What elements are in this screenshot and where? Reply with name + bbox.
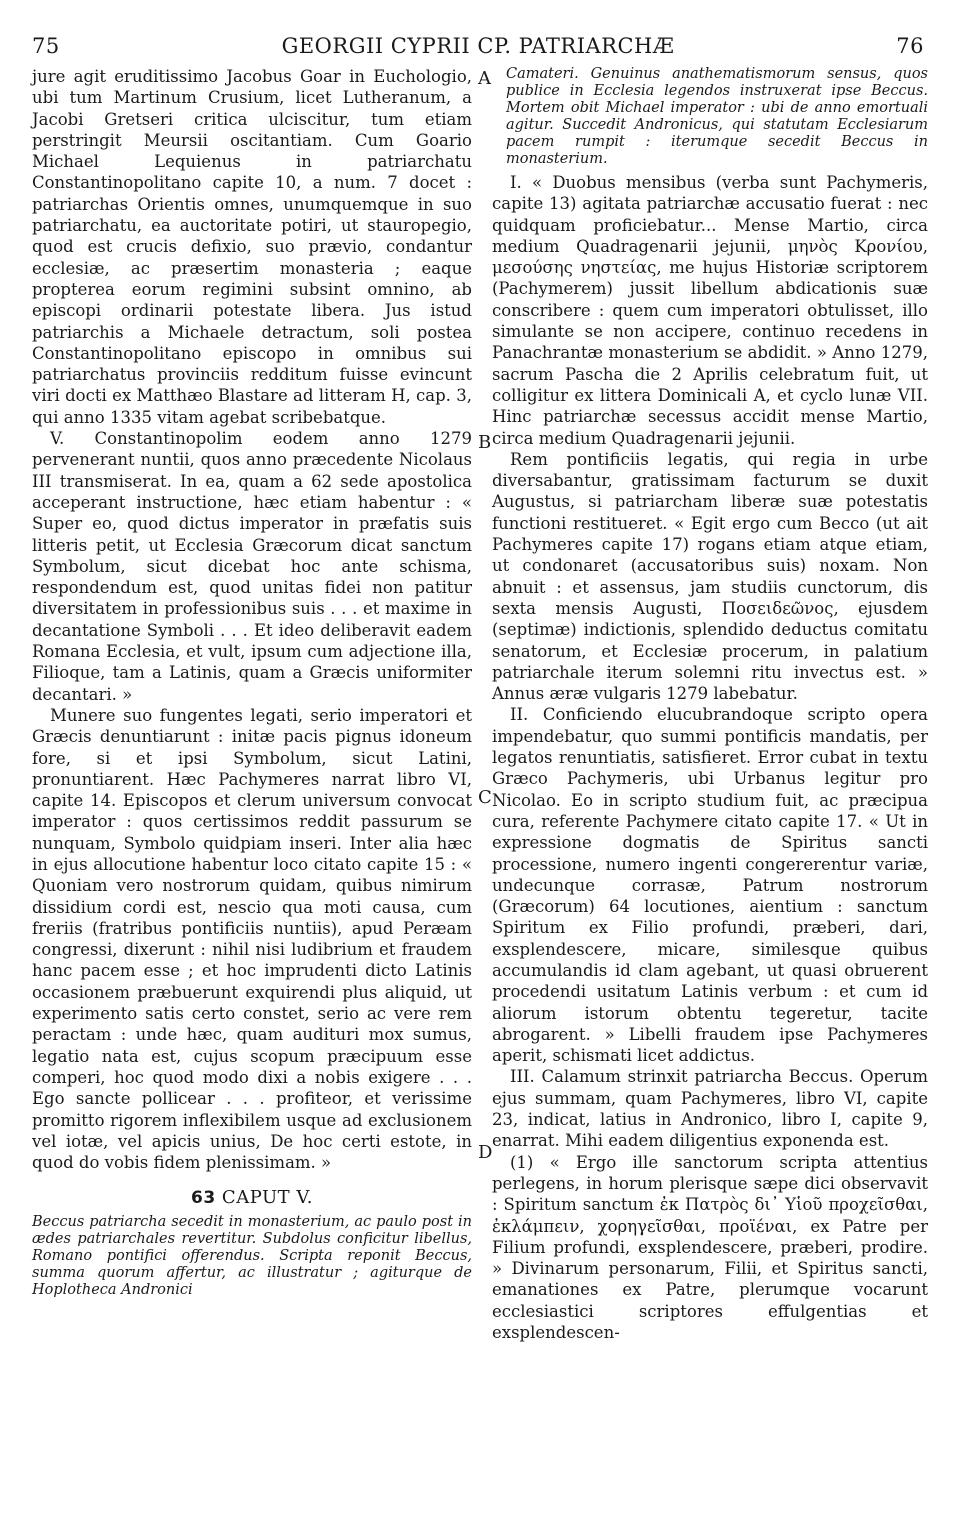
page-number-right: 76 — [896, 34, 924, 58]
page-number-left: 75 — [32, 34, 60, 58]
chapter-heading — [32, 1187, 472, 1209]
chapter-title: CAPUT V. — [221, 1187, 313, 1209]
footnote-paragraph: (1) « Ergo ille sanctorum scripta attentius perlegens, in horum plerisque sæpe dici observavit : Spiritum sanctum ἐκ Πατρὸς δι᾽ Υἱοῦ προχεῖσθαι, ἐκλάμπειν, χορηγεῖσθαι, προϊέναι, ex Patre per Filium profundi, exsplendescere, præberi, prodire. » Divinarum personarum, Filii, et Spiritus sancti, emanationes ex Patre, plerumque vocarunt ecclesiastici scriptores effulgentias et exsplendescen- — [492, 1152, 928, 1343]
paragraph: Rem pontificiis legatis, qui regia in urbe diversabantur, gratissimam facturum se duxit Augustus, si patriarcham liberæ suæ potestatis functioni restitueret. « Egit ergo cum Becco (ut ait Pachymeres capite 17) rogans etiam atque etiam, ut condonaret (accusatoribus suis) noxam. Non abnuit : et assensus, jam studiis cunctorum, dis sexta mensis Augusti, Ποσειδεῶνος, ejusdem (septimæ) indictionis, splendido deductus comitatu senatorum, et Ecclesiæ procerum, in palatium patriarchale iterum solemni ritu invectus est. » Annus æræ vulgaris 1279 labebatur. — [492, 449, 928, 704]
paragraph: V. Constantinopolim eodem anno 1279 pervenerant nuntii, quos anno præcedente Nicolaus III transmiserat. In ea, quam a 62 sede apostolica acceperant instructione, hæc etiam habentur : « Super eo, quod dictus imperator in præfatis suis litteris petit, ut Ecclesia Græcorum dicat sanctum Symbolum, sicut dicebat hoc ante schisma, respondendum est, quod unitas fidei non patitur diversitatem in professionibus suis . . . et maxime in decantatione Symboli . . . Et ideo deliberavit eadem Romana Ecclesia, et vult, ipsum cum adjectione illa, Filioque, tam a Latinis, quam a Græcis uniformiter decantari. » — [32, 429, 472, 704]
chapter-summary-continued: Camateri. Genuinus anathematismorum sensus, quos publice in Ecclesia legendos instruxerat ipse Beccus. Mortem obit Michael imperator : ubi de anno emortuali agitur. Succedit Andronicus, qui statutam Ecclesiarum pacem rumpit : iterumque secedit Beccus in monasterium. — [506, 66, 928, 167]
paragraph: I. « Duobus mensibus (verba sunt Pachymeris, capite 13) agitata patriarchæ accusatio fuerat : nec quidquam proficiebatur... Mense Martio, circa medium Quadragenarii jejunii, μηνὸς Κρονίου, μεσούσης νηστείας, me hujus Historiæ scriptorem (Pachymerem) jussit libellum abdicationis suæ conscribere : quem cum imperatori obtulisset, illo simulante se non accipere, continuo recedens in Panachrantæ monasterium se abdidit. » Anno 1279, sacrum Pascha die 2 Aprilis celebratum fuit, ut colligitur ex littera Dominicali A, et cyclo lunæ VII. Hinc patriarchæ secessus accidit mense Martio, circa medium Quadragenarii jejunii. — [492, 173, 928, 448]
left-column — [32, 66, 472, 1299]
margin-letter-b: B — [478, 432, 492, 453]
paragraph: II. Conficiendo elucubrandoque scripto opera impendebatur, quo summi pontificis mandatis, per legatos renuntiatis, satisfieret. Error cubat in textu Græco Pachymeris, ubi Urbanus legitur pro Nicolao. Eo in scripto studium fuit, ac præcipua cura, referente Pachymere citato capite 17. « Ut in expressione dogmatis de Spiritus sancti processione, numero ingenti congererentur variæ, undecunque corrasæ, Patrum nostrorum (Græcorum) 64 locutiones, aientium : sanctum Spiritum ex Filio profundi, præberi, dari, exsplendescere, micare, similesque quibus accumulandis id clam agebant, ut quasi obruerent procedendi usitatum Latinis verbum : et cum id aliorum istorum obtentu tegeretur, tacite abrogarent. » Libelli fraudem ipse Pachymeres aperit, schismati licet addictus. — [492, 705, 928, 1066]
paragraph: III. Calamum strinxit patriarcha Beccus. Operum ejus summam, quam Pachymeres, libro VI, capite 23, indicat, latius in Andronico, libro I, capite 9, enarrat. Mihi eadem diligentius exponenda est. — [492, 1067, 928, 1151]
chapter-marginal-number: 63 — [191, 1188, 216, 1209]
running-header — [32, 34, 924, 60]
paragraph: jure agit eruditissimo Jacobus Goar in Euchologio, ubi tum Martinum Crusium, licet Lutheranum, a Jacobi Gretseri critica ulciscitur, tum etiam perstringit Meursii oscitantiam. Cum Goario Michael Lequienus in patriarchatu Constantinopolitano capite 10, a num. 7 docet : patriarchas Orientis omnes, unumquemque in suo patriarchatu, ea auctoritate potiri, ut stauropegio, quod est crucis defixio, suo prævio, condantur ecclesiæ, ac præsertim monasteria ; eaque propterea eorum regimini subsint omnino, ab episcopi ordinarii potestate libera. Jus istud patriarchis a Michaele detractum, soli postea Constantinopolitano episcopo in omnibus sui patriarchatus provinciis redditum fuisse evincunt viri docti ex Matthæo Blastare ad litteram H, cap. 3, qui anno 1335 vitam agebat scribebatque. — [32, 67, 472, 427]
margin-letter-d: D — [478, 1142, 493, 1163]
chapter-summary: Beccus patriarcha secedit in monasterium, ac paulo post in ædes patriarchales revertitur. Subdolus conficitur libellus, Romano pontifici offerendus. Scripta reponit Beccus, summa quorum affertur, ac illustratur ; agiturque de Hoplotheca Andronici — [32, 1213, 472, 1298]
right-column — [492, 66, 928, 1343]
running-title: GEORGII CYPRII CP. PATRIARCHÆ — [281, 34, 675, 58]
margin-letter-c: C — [478, 787, 492, 808]
margin-letter-a: A — [478, 68, 491, 89]
paragraph: Munere suo fungentes legati, serio imperatori et Græcis denuntiarunt : initæ pacis pignus idoneum fore, si et ipsi Symbolum, sicut Latini, pronuntiarent. Hæc Pachymeres narrat libro VI, capite 14. Episcopos et clerum universum convocat imperator : quos certissimos reddit passurum se nunquam, Symbolo quidpiam inseri. Inter alia hæc in ejus allocutione habentur loco citato capite 15 : « Quoniam vero nostrorum quidam, quibus nimirum dissidium cordi est, nescio qua moti causa, cum freriis (fratribus pontificiis nuntiis), apud Peræam congressi, dixerunt : nihil nisi ludibrium et fraudem hanc pacem esse ; et hoc imprudenti dicto Latinis occasionem præbuerunt exquirendi plus aliquid, ut experimento satis certo constet, serio ac vere rem peractam : unde hæc, quam audituri mox sumus, legatio nata est, cujus scopum præcipuum esse comperi, hoc quod modo dixi a nobis exigere . . . Ego sancte pollicear . . . profiteor, et verissime promitto rigorem inflexibilem usque ad exclusionem vel iotæ, vel apicis unius, De hoc certi estote, in quod do vobis fidem plenissimam. » — [32, 705, 472, 1173]
